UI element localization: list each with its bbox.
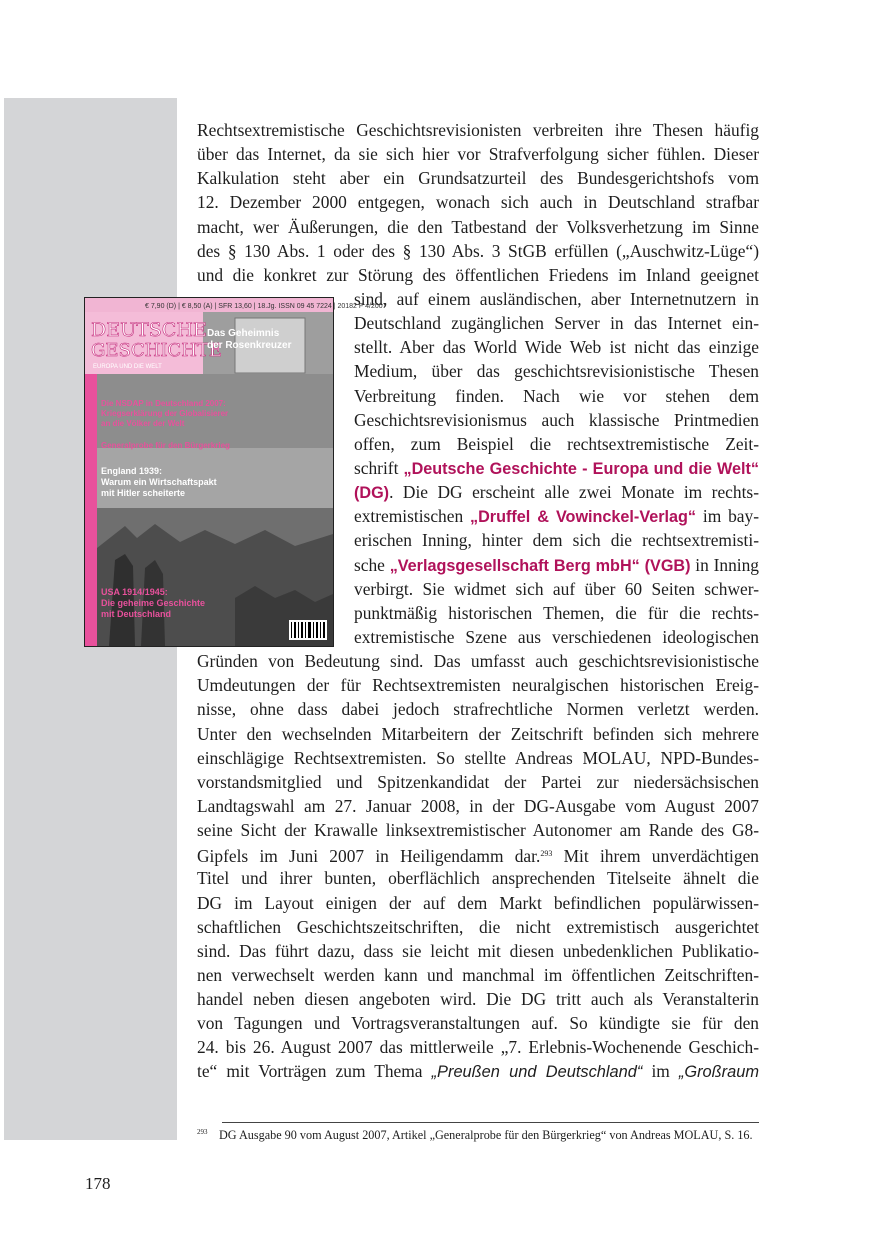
cover-teaser1-line2: Kriegserklärung der Globalisierer bbox=[101, 409, 229, 418]
text-line bbox=[197, 190, 759, 214]
cover-teaser2: Generalprobe für den Bürgerkrieg bbox=[101, 441, 230, 450]
text-line bbox=[197, 118, 759, 142]
cover-title-line1: DEUTSCHE bbox=[91, 319, 207, 341]
text-line bbox=[197, 166, 759, 190]
cover-barcode bbox=[289, 620, 327, 640]
text-line bbox=[354, 625, 759, 649]
text-line bbox=[354, 384, 759, 408]
cover-teaser3-line1: England 1939: bbox=[101, 466, 163, 476]
text-line bbox=[197, 746, 759, 770]
text-line bbox=[197, 963, 759, 987]
text-run: handel neben diesen angeboten wird. Die DG tritt auch als Veranstalterin bbox=[197, 989, 759, 1010]
text-line bbox=[197, 649, 759, 673]
text-line bbox=[197, 915, 759, 939]
text-line bbox=[354, 359, 759, 383]
text-run: im bbox=[651, 1061, 670, 1082]
footnote-marker: 293 bbox=[540, 849, 553, 859]
text-run: Geschichtsrevisionismus auch klassische Printmedien bbox=[354, 409, 759, 430]
text-line bbox=[197, 818, 759, 842]
text-line bbox=[354, 601, 759, 625]
text-line bbox=[354, 408, 759, 432]
text-run: über das Internet, da sie sich hier vor Strafverfolgung sicher fühlen. Dieser bbox=[197, 144, 759, 165]
cover-title-line2: GESCHICHTE bbox=[91, 340, 223, 361]
text-run: nen verwechselt werden kann und manchmal im öffentlichen Zeitschriften- bbox=[197, 964, 759, 985]
text-line bbox=[354, 456, 759, 480]
cover-teaser3-line2: Warum ein Wirtschaftspakt bbox=[101, 477, 217, 487]
text-line bbox=[197, 987, 759, 1011]
text-run: verbirgt. Sie widmet sich auf über 60 Seiten schwer- bbox=[354, 578, 759, 599]
text-run: Landtagswahl am 27. Januar 2008, in der DG-Ausgabe vom August 2007 bbox=[197, 795, 759, 816]
text-run: sind. Das führt dazu, dass sie leicht mit diesen unbedenklichen Publikatio- bbox=[197, 940, 759, 961]
text-run: Deutschland zugänglichen Server in das Internet ein- bbox=[354, 313, 759, 334]
text-line bbox=[197, 263, 759, 287]
text-line bbox=[197, 1035, 759, 1059]
text-run: punktmäßig historischen Themen, die für die rechts- bbox=[354, 602, 759, 623]
italic-phrase: „Preußen und Deutschland“ bbox=[431, 1063, 643, 1082]
text-line bbox=[197, 697, 759, 721]
organization-reference: (DG) bbox=[354, 484, 390, 503]
text-run: Rechtsextremistische Geschichtsrevisionisten verbreiten ihre Thesen häufig bbox=[197, 120, 759, 140]
text-run: . Die DG erscheint alle zwei Monate im rechts- bbox=[389, 482, 759, 503]
text-run: te“ mit Vorträgen zum Thema bbox=[197, 1061, 423, 1082]
text-run: 12. Dezember 2000 entgegen, wonach sich auch in Deutschland strafbar bbox=[197, 192, 759, 213]
page-number: 178 bbox=[85, 1174, 111, 1193]
cover-teaser-right1: Das Geheimnis bbox=[207, 328, 280, 339]
text-run: seine Sicht der Krawalle linksextremistischer Autonomer am Rande des G8- bbox=[197, 820, 759, 841]
text-line bbox=[354, 577, 759, 601]
cover-teaser3-line3: mit Hitler scheiterte bbox=[101, 488, 186, 498]
footnote-number: 293 bbox=[197, 1128, 208, 1136]
text-run: Gründen von Bedeutung sind. Das umfasst auch geschichtsrevisionistische bbox=[197, 651, 759, 672]
text-run: offen, zum Beispiel die rechtsextremistische Zeit- bbox=[354, 433, 759, 454]
text-line bbox=[354, 504, 759, 528]
text-run: DG im Layout einigen der auf dem Markt befindlichen populärwissen- bbox=[197, 892, 759, 913]
text-run: sche bbox=[354, 554, 385, 575]
footnote-text: DG Ausgabe 90 vom August 2007, Artikel „Generalprobe für den Bürgerkrieg“ von Andreas MOLAU, S. 16. bbox=[219, 1128, 753, 1142]
organization-reference: „Druffel & Vowinckel-Verlag“ bbox=[470, 508, 697, 527]
text-run: im bay- bbox=[702, 506, 759, 527]
cover-subtitle: EUROPA UND DIE WELT bbox=[93, 364, 162, 370]
text-line bbox=[197, 842, 759, 866]
text-run: extremistische Szene aus verschiedenen ideologischen bbox=[354, 626, 759, 647]
text-run: von Tagungen und Vortragsveranstaltungen auf. So kündigte sie für den bbox=[197, 1013, 759, 1034]
text-line bbox=[354, 335, 759, 359]
text-run: Gipfels im Juni 2007 in Heiligendamm dar. bbox=[197, 846, 541, 867]
text-run: einschlägige Rechtsextremisten. So stellte Andreas MOLAU, NPD-Bundes- bbox=[197, 747, 759, 768]
cover-teaser1-line1: Die NSDAP in Deutschland 2007: bbox=[101, 399, 226, 408]
text-run: und die konkret zur Störung des öffentlichen Friedens im Inland geeignet bbox=[197, 264, 759, 285]
text-line bbox=[197, 722, 759, 746]
text-line bbox=[197, 939, 759, 963]
text-run: Umdeutungen der für Rechtsextremisten neuralgischen historischen Ereig- bbox=[197, 675, 759, 696]
text-run: Verbreitung finden. Nach wie vor stehen dem bbox=[354, 385, 759, 406]
footnote bbox=[197, 1127, 759, 1144]
text-run: schaftlichen Geschichtszeitschriften, die nicht extremistisch ausgerichtet bbox=[197, 916, 759, 937]
text-run: des § 130 Abs. 1 oder des § 130 Abs. 3 StGB erfüllen („Auschwitz-Lüge“) bbox=[197, 240, 759, 261]
text-line bbox=[354, 553, 759, 577]
text-run: stellt. Aber das World Wide Web ist nicht das einzige bbox=[354, 337, 759, 358]
text-line bbox=[197, 794, 759, 818]
cover-teaser4-line1: USA 1914/1945: bbox=[101, 587, 168, 597]
organization-reference: „Deutsche Geschichte - Europa und die Welt“ bbox=[403, 459, 759, 478]
text-line bbox=[354, 311, 759, 335]
cover-teaser4-line2: Die geheime Geschichte bbox=[101, 598, 206, 608]
text-run: nisse, ohne dass dabei jedoch strafrechtliche Normen verletzt werden. bbox=[197, 699, 759, 720]
text-run: Medium, über das geschichtsrevisionistische Thesen bbox=[354, 361, 759, 382]
text-run: macht, wer Äußerungen, die den Tatbestand der Volksverhetzung im Sinne bbox=[197, 216, 759, 237]
text-line bbox=[197, 673, 759, 697]
text-run: Unter den wechselnden Mitarbeitern der Zeitschrift befinden sich mehrere bbox=[197, 723, 759, 744]
text-run: 24. bis 26. August 2007 das mittlerweile „7. Erlebnis-Wochenende Geschich- bbox=[197, 1037, 759, 1058]
text-line bbox=[197, 239, 759, 263]
text-line bbox=[354, 480, 759, 504]
text-line bbox=[197, 891, 759, 915]
text-run: vorstandsmitglied und Spitzenkandidat der Partei zur niedersächsischen bbox=[197, 771, 759, 792]
cover-teaser1-line3: an die Völker der Welt bbox=[101, 419, 185, 428]
text-run: schrift bbox=[354, 457, 399, 478]
footnote-rule bbox=[222, 1122, 759, 1123]
text-line bbox=[197, 770, 759, 794]
text-run: sind, auf einem ausländischen, aber Internetnutzern in bbox=[354, 288, 759, 309]
text-line bbox=[197, 1059, 759, 1083]
text-line bbox=[354, 528, 759, 552]
text-run: erischen Inning, hinter dem sich die rechtsextremisti- bbox=[354, 530, 759, 551]
text-line bbox=[197, 1011, 759, 1035]
italic-phrase: „Großraum bbox=[678, 1063, 759, 1082]
cover-teaser-right2: der Rosenkreuzer bbox=[207, 340, 292, 351]
text-run: in Inning bbox=[695, 554, 759, 575]
cover-price-line: € 7,90 (D) | € 8,50 (A) | SFR 13,60 | 18.Jg. ISSN 09 45 7224 | 20182 F 4/2007 bbox=[145, 303, 387, 310]
text-line bbox=[197, 866, 759, 890]
text-line bbox=[354, 432, 759, 456]
text-line bbox=[197, 215, 759, 239]
text-run: Kalkulation steht aber ein Grundsatzurteil des Bundesgerichtshofs vom bbox=[197, 168, 759, 189]
text-run: Mit ihrem unverdächtigen bbox=[563, 846, 759, 867]
text-run: extremistischen bbox=[354, 506, 464, 527]
text-run: Titel und ihrer bunten, oberflächlich ansprechenden Titelseite ähnelt die bbox=[197, 868, 759, 889]
cover-teaser4-line3: mit Deutschland bbox=[101, 609, 172, 619]
text-line bbox=[354, 287, 759, 311]
text-line bbox=[197, 142, 759, 166]
organization-reference: „Verlagsgesellschaft Berg mbH“ (VGB) bbox=[389, 556, 691, 575]
